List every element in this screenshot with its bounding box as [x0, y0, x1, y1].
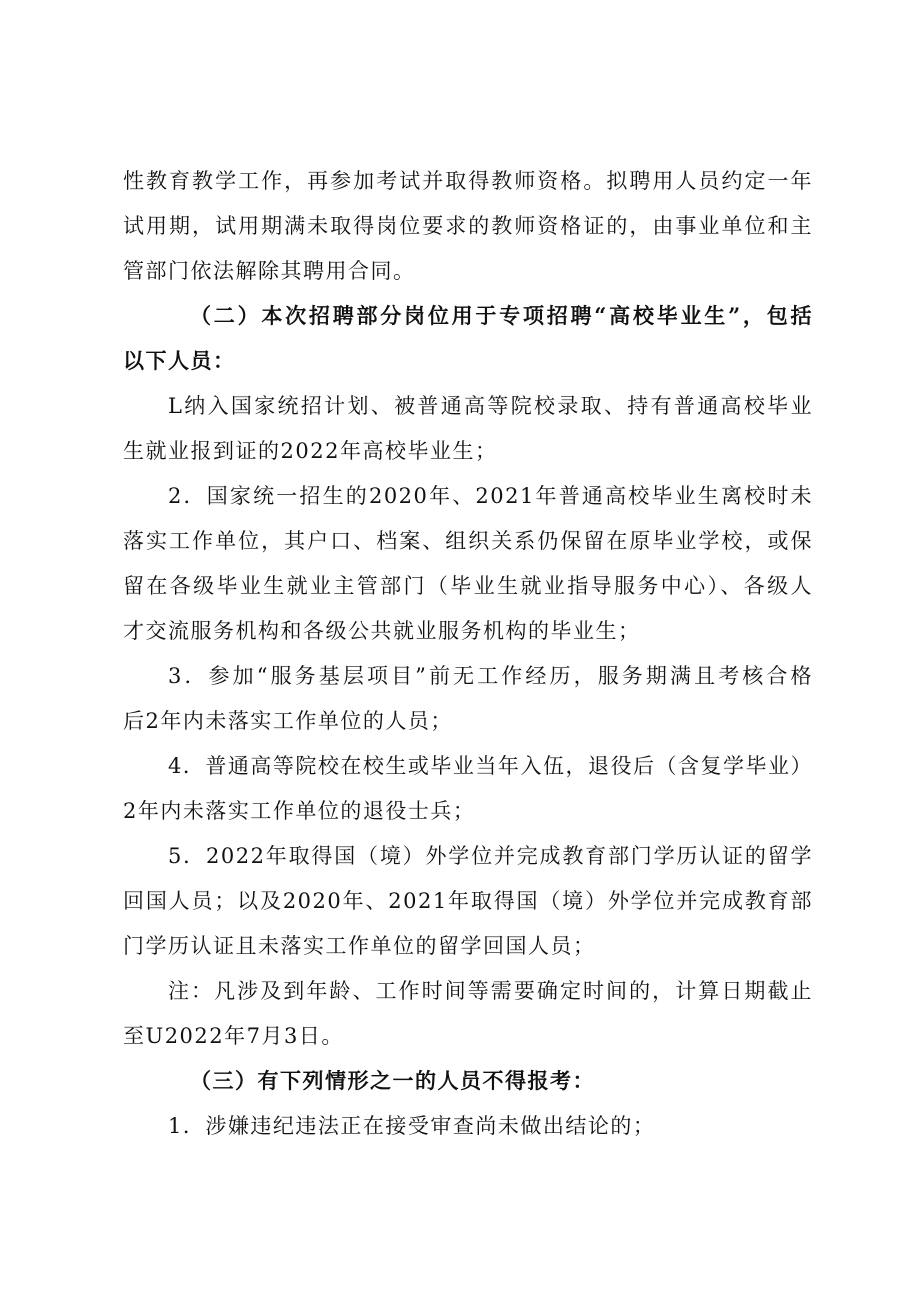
- list-item-line: 才交流服务机构和各级公共就业服务机构的毕业生；: [123, 619, 641, 643]
- note-line: 注：凡涉及到年龄、工作时间等需要确定时间的，计算日期截止: [168, 979, 813, 1003]
- body-text-line: 管部门依法解除其聘用合同。: [123, 259, 416, 283]
- body-text-line: 试用期，试用期满未取得岗位要求的教师资格证的，由事业单位和主: [123, 214, 813, 238]
- list-item-line: 4．普通高等院校在校生或毕业当年入伍，退役后（含复学毕业）: [168, 754, 813, 778]
- section-heading: （三）有下列情形之一的人员不得报考：: [190, 1068, 595, 1093]
- list-item-line: 生就业报到证的2022年高校毕业生；: [123, 439, 498, 463]
- body-text-line: 性教育教学工作，再参加考试并取得教师资格。拟聘用人员约定一年: [123, 169, 813, 193]
- list-item-line: L纳入国家统招计划、被普通高等院校录取、持有普通高校毕业: [168, 394, 813, 418]
- list-item-line: 回国人员；以及2020年、2021年取得国（境）外学位并完成教育部: [123, 889, 813, 913]
- list-item-line: 2．国家统一招生的2020年、2021年普通高校毕业生离校时未: [168, 484, 813, 508]
- list-item-line: 3．参加“服务基层项目”前无工作经历，服务期满且考核合格: [168, 664, 813, 688]
- list-item-line: 落实工作单位，其户口、档案、组织关系仍保留在原毕业学校，或保: [123, 529, 813, 553]
- section-heading: （二）本次招聘部分岗位用于专项招聘“高校毕业生”，包括: [190, 303, 813, 328]
- note-line: 至U2022年7月3日。: [123, 1024, 344, 1048]
- list-item-line: 1．涉嫌违纪违法正在接受审查尚未做出结论的；: [168, 1114, 656, 1138]
- list-item-line: 5．2022年取得国（境）外学位并完成教育部门学历认证的留学: [168, 844, 813, 868]
- list-item-line: 后2年内未落实工作单位的人员；: [123, 709, 453, 733]
- section-heading-continued: 以下人员：: [123, 348, 236, 373]
- list-item-line: 2年内未落实工作单位的退役士兵；: [123, 799, 476, 823]
- list-item-line: 门学历认证且未落实工作单位的留学回国人员；: [123, 934, 596, 958]
- list-item-line: 留在各级毕业生就业主管部门（毕业生就业指导服务中心）、各级人: [123, 574, 813, 598]
